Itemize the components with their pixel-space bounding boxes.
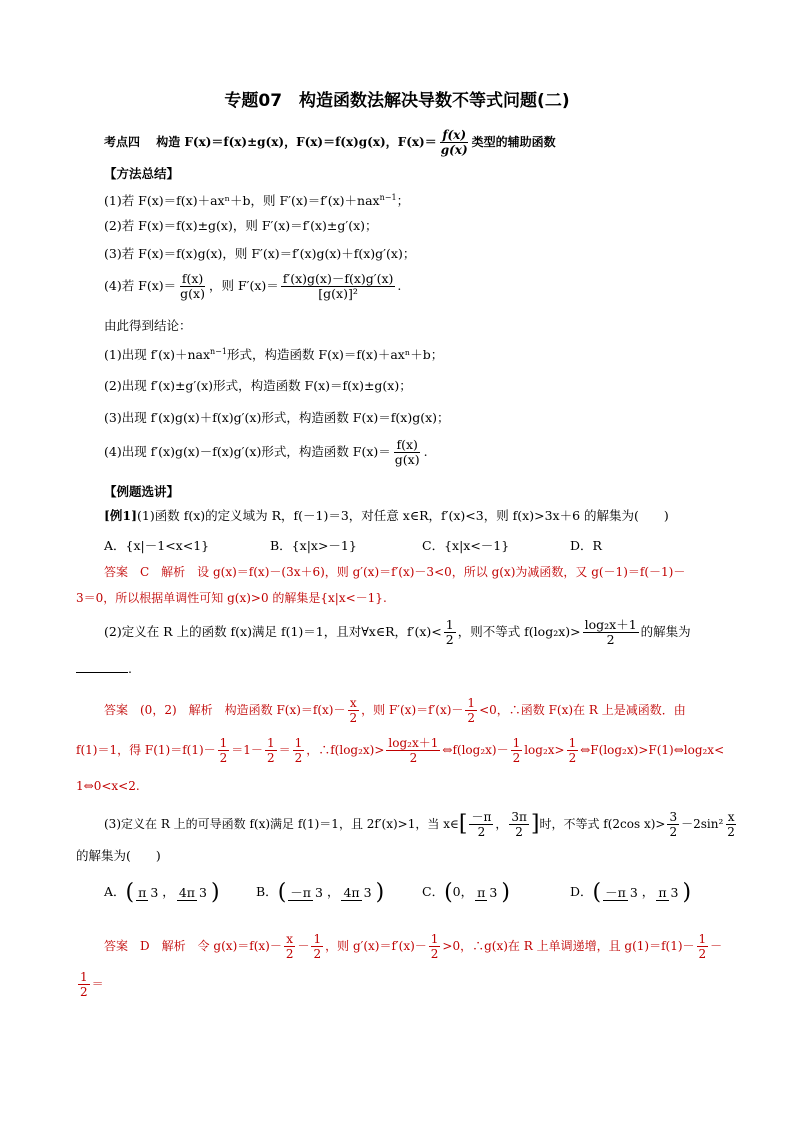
choice-d: D．( －π 3 ， π 3 ) xyxy=(570,880,692,905)
example-3-question-line-2: 的解集为( ) xyxy=(76,848,161,863)
method-rule-3: (3)若 F(x)＝f(x)g(x)，则 F′(x)＝f′(x)g(x)＋f(x)g′(x)； xyxy=(104,246,416,261)
example-2-blank-line: . xyxy=(76,660,696,677)
example-2-answer-line-3: 1⇔0<x<2. xyxy=(76,779,140,793)
conclusion-3: (3)出现 f′(x)g(x)＋f(x)g′(x)形式，构造函数 F(x)＝f(x)g(x)； xyxy=(104,410,450,425)
example-1-answer-line-2: 3＝0，所以根据单调性可知 g(x)>0 的解集是{x|x<－1}. xyxy=(76,591,387,605)
example-3-choices xyxy=(104,880,724,905)
method-rule-4: (4)若 F(x)＝ $\frac{f(x)}{g(x)}$ ，则 F′(x)＝ $\frac{f'(x)g(x)-f(x)g'(x)}{\text{[g(x)]²}}$ . xyxy=(104,271,402,301)
method-rule-1: (1)若 F(x)＝f(x)＋axⁿ＋b，则 F′(x)＝f′(x)＋nax$^{n-1}$； xyxy=(104,193,410,208)
page-title: 专题07 构造函数法解决导数不等式问题(二) xyxy=(224,91,570,111)
conclusion-heading: 由此得到结论： xyxy=(104,318,192,333)
choice-b: B．{x|x>－1} xyxy=(270,538,357,553)
point-fraction: $\frac{f(x)}{g(x)}$ xyxy=(440,128,468,157)
answer-blank xyxy=(76,660,128,673)
conclusion-2: (2)出现 f′(x)±g′(x)形式，构造函数 F(x)＝f(x)±g(x)； xyxy=(104,378,412,393)
choice-c: C．{x|x<－1} xyxy=(422,538,510,553)
method-rule-2: (2)若 F(x)＝f(x)±g(x)，则 F′(x)＝f′(x)±g′(x)； xyxy=(104,218,378,233)
choice-a: A．{x|－1<x<1} xyxy=(104,538,210,553)
choice-d: D．R xyxy=(570,538,602,553)
point-label: 考点四 xyxy=(104,135,141,149)
conclusion-4: (4)出现 f′(x)g(x)－f(x)g′(x)形式，构造函数 F(x)＝ $\frac{f(x)}{g(x)}$ . xyxy=(104,437,428,467)
method-heading: 【方法总结】 xyxy=(104,166,180,181)
example-3-answer-line-2: $\frac{1}{2}$ ＝ xyxy=(80,970,104,999)
examples-heading: 【例题选讲】 xyxy=(104,484,180,499)
choice-c: C．(0， π 3 ) xyxy=(422,880,510,905)
point-heading: 考点四 构造 F(x)＝f(x)±g(x)，F(x)＝f(x)g(x)，F(x)＝ $\frac{f(x)}{g(x)}$ 类型的辅助函数 xyxy=(104,128,556,157)
example-1-answer-line-1: 答案 C 解析 设 g(x)＝f(x)－(3x＋6)，则 g′(x)＝f′(x)－3<0，所以 g(x)为减函数，又 g(－1)＝f(－1)－ xyxy=(104,565,686,579)
example-1-choices xyxy=(104,536,724,554)
choice-a: A．( π 3 ， 4π 3 ) xyxy=(104,880,220,905)
example-2-question: (2)定义在 R 上的函数 f(x)满足 f(1)＝1，且对∀x∈R，f′(x)< $\frac{1}{2}$ ，则不等式 f(log₂x)> $\frac{\text{log₂x＋1}}{2}$ 的解集为 xyxy=(104,617,691,647)
conclusion-1: (1)出现 f′(x)＋nax$^{n-1}$形式，构造函数 F(x)＝f(x)＋axⁿ＋b； xyxy=(104,347,444,362)
example-3-answer-line-1: 答案 D 解析 令 g(x)＝f(x)－ $\frac{x}{2}$ － $\frac{1}{2}$ ，则 g′(x)＝f′(x)－ $\frac{1}{2}$ >0，∴g(x)在 R 上单调递增，且 g(1)＝f(1)－ $\frac{1}{2}$ － xyxy=(104,932,723,961)
example-2-answer-line-1: 答案 (0，2) 解析 构造函数 F(x)＝f(x)－ $\frac{x}{2}$ ，则 F′(x)＝f′(x)－ $\frac{1}{2}$ <0，∴函数 F(x)在 R 上是减函数．由 xyxy=(104,696,686,725)
choice-b: B．( －π 3 ， 4π 3 ) xyxy=(256,880,385,905)
example-1-question: [例1](1)函数 f(x)的定义域为 R，f(－1)＝3，对任意 x∈R，f′(x)<3，则 f(x)>3x＋6 的解集为( ) xyxy=(104,508,669,523)
example-3-question: (3)定义在 R 上的可导函数 f(x)满足 f(1)＝1，且 2f′(x)>1，当 x∈[ $\frac{-\pi}{2}$ ， $\frac{3\pi}{2}$ ]时，不等式 f(2cos x)> $\frac{3}{2}$ －2sin² $\frac{x}{2}$ xyxy=(104,810,735,839)
example-2-answer-line-2: f(1)＝1，得 F(1)＝f(1)－ $\frac{1}{2}$ ＝1－ $\frac{1}{2}$ ＝ $\frac{1}{2}$ ，∴f(log₂x)> $\frac{\text{log₂x＋1}}{2}$ ⇔f(log₂x)－ $\frac{1}{2}$ log₂x> $\frac{1}{2}$ ⇔F(log₂x)>F(1)⇔log₂x< xyxy=(76,736,725,765)
